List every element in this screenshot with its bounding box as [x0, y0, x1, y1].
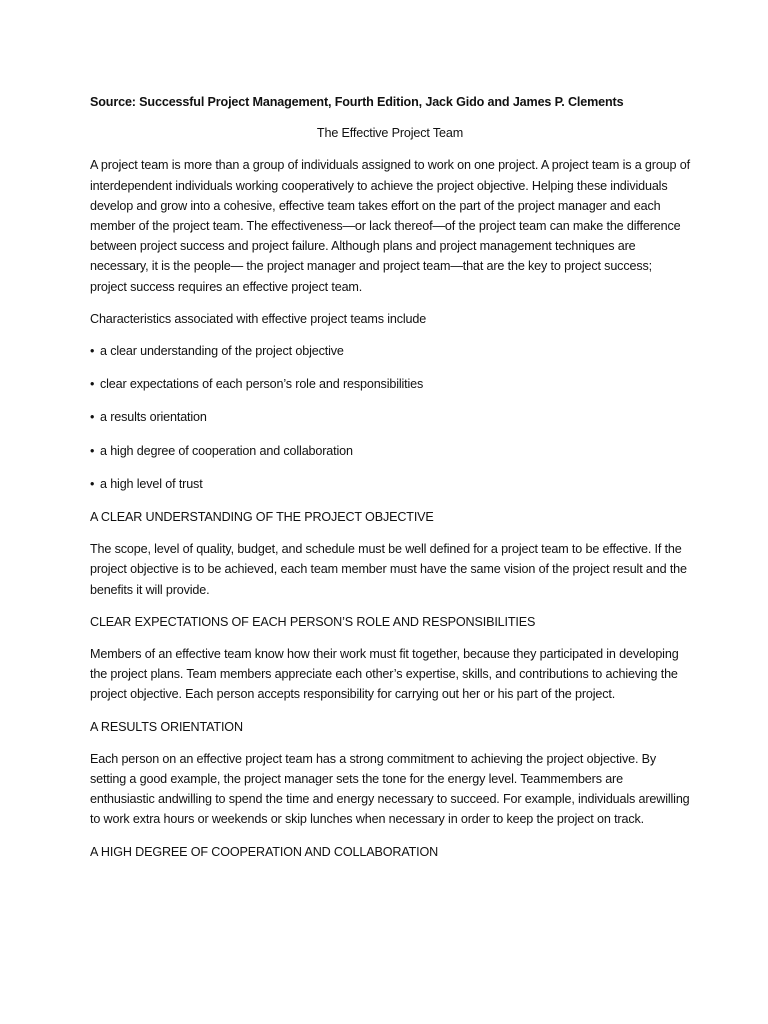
list-item: [90, 474, 690, 494]
characteristics-list: [90, 341, 690, 494]
list-item: [90, 441, 690, 461]
list-item-text: a results orientation: [100, 410, 207, 425]
section-body: Members of an effective team know how their work must fit together, because they participated in developing the project plans. Team members appreciate each other’s expertise, skills, and contributions to achieving the project objective. Each person accepts responsibility for carrying out her or his part of the project.: [90, 647, 679, 702]
section-heading: A RESULTS ORIENTATION: [90, 719, 243, 734]
list-item: [90, 341, 690, 361]
document-title: The Effective Project Team: [316, 126, 464, 141]
bullet-icon: •: [90, 476, 95, 491]
characteristics-intro: Characteristics associated with effective project teams include: [90, 311, 427, 326]
list-item-text: a high degree of cooperation and collaboration: [100, 443, 353, 458]
list-item-text: a clear understanding of the project objective: [100, 344, 344, 359]
list-item: [90, 407, 690, 427]
intro-paragraph: A project team is more than a group of individuals assigned to work on one project. A project team is a group of interdependent individuals working cooperatively to achieve the project objective. Helping these individuals develop and grow into a cohesive, effective team takes effort on the part of the project manager and each member of the project team. The effectiveness—or lack thereof—of the project team can make the difference between project success and project failure. Although plans and project management techniques are necessary, it is the people— the project manager and project team—that are the key to project success; project success requires an effective project team.: [90, 158, 690, 294]
document-page: [90, 92, 690, 874]
bullet-icon: •: [90, 410, 95, 425]
section-body: Each person on an effective project team has a strong commitment to achieving the project objective. By setting a good example, the project manager sets the tone for the energy level. Teammembers are enthusiastic andwilling to spend the time and energy necessary to succeed. For example, individuals arewilling to work extra hours or weekends or skip lunches when necessary in order to keep the project on track.: [90, 751, 690, 827]
bullet-icon: •: [90, 344, 95, 359]
bullet-icon: •: [90, 443, 95, 458]
section-heading: A HIGH DEGREE OF COOPERATION AND COLLABORATION: [90, 844, 439, 859]
list-item-text: a high level of trust: [100, 476, 203, 491]
list-item: [90, 374, 690, 394]
section-body: The scope, level of quality, budget, and schedule must be well defined for a project team to be effective. If the project objective is to be achieved, each team member must have the same vision of the project result and the benefits it will provide.: [90, 542, 687, 597]
section-heading: CLEAR EXPECTATIONS OF EACH PERSON’S ROLE AND RESPONSIBILITIES: [90, 614, 536, 629]
section-heading: A CLEAR UNDERSTANDING OF THE PROJECT OBJECTIVE: [90, 510, 434, 525]
list-item-text: clear expectations of each person’s role and responsibilities: [100, 377, 424, 392]
bullet-icon: •: [90, 377, 95, 392]
source-citation: Source: Successful Project Management, Fourth Edition, Jack Gido and James P. Clements: [90, 95, 624, 109]
